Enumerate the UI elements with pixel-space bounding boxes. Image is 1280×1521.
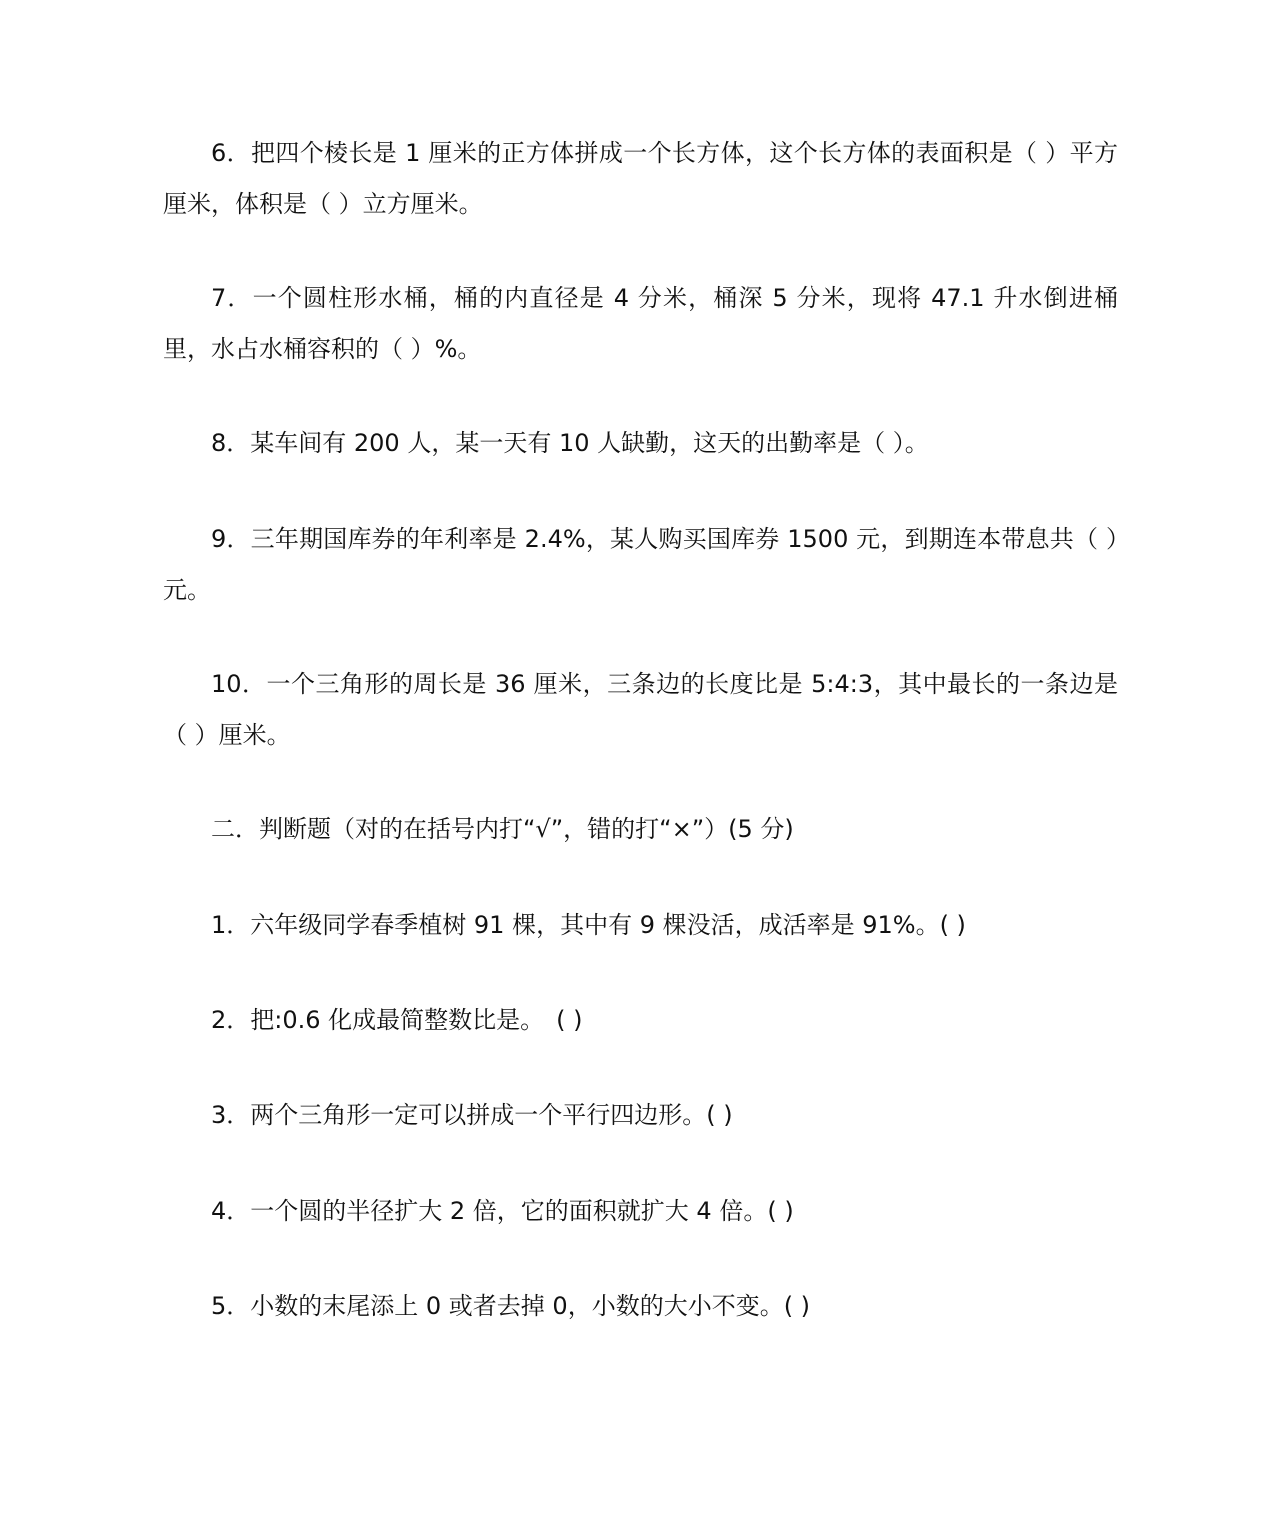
question-10 xyxy=(163,659,1118,761)
judgment-item-text: 5．小数的末尾添上 0 或者去掉 0，小数的大小不变。( ) xyxy=(211,1292,811,1320)
judgment-section-heading xyxy=(211,804,794,855)
question-9 xyxy=(163,514,1118,616)
question-6-text: 6．把四个棱长是 1 厘米的正方体拼成一个长方体，这个长方体的表面积是（ ）平方厘米，体积是（ ）立方厘米。 xyxy=(163,139,1118,218)
question-8 xyxy=(211,418,929,469)
question-9-text: 9．三年期国库券的年利率是 2.4%，某人购买国库券 1500 元，到期连本带息共（ ）元。 xyxy=(163,525,1118,604)
question-7-text: 7．一个圆柱形水桶，桶的内直径是 4 分米，桶深 5 分米，现将 47.1 升水倒进桶里，水占水桶容积的（ ）%。 xyxy=(163,284,1118,363)
question-10-text: 10．一个三角形的周长是 36 厘米，三条边的长度比是 5:4:3，其中最长的一条边是（ ）厘米。 xyxy=(163,670,1118,749)
judgment-item-text: 1．六年级同学春季植树 91 棵，其中有 9 棵没活，成活率是 91%。( ) xyxy=(211,911,966,939)
judgment-item-text: 3．两个三角形一定可以拼成一个平行四边形。( ) xyxy=(211,1101,733,1129)
question-6 xyxy=(163,128,1118,230)
judgment-item-4 xyxy=(211,1186,794,1237)
judgment-item-5 xyxy=(211,1281,810,1332)
question-8-text: 8．某车间有 200 人，某一天有 10 人缺勤，这天的出勤率是（ ）。 xyxy=(211,429,929,457)
judgment-item-1 xyxy=(211,900,966,951)
judgment-item-text: 2．把:0.6 化成最简整数比是。 ( ) xyxy=(211,1006,583,1034)
judgment-item-3 xyxy=(211,1090,733,1141)
question-7 xyxy=(163,273,1118,375)
judgment-heading-text: 二．判断题（对的在括号内打“√”，错的打“×”）(5 分) xyxy=(211,815,794,843)
judgment-item-2 xyxy=(211,995,583,1046)
judgment-item-text: 4．一个圆的半径扩大 2 倍，它的面积就扩大 4 倍。( ) xyxy=(211,1197,794,1225)
